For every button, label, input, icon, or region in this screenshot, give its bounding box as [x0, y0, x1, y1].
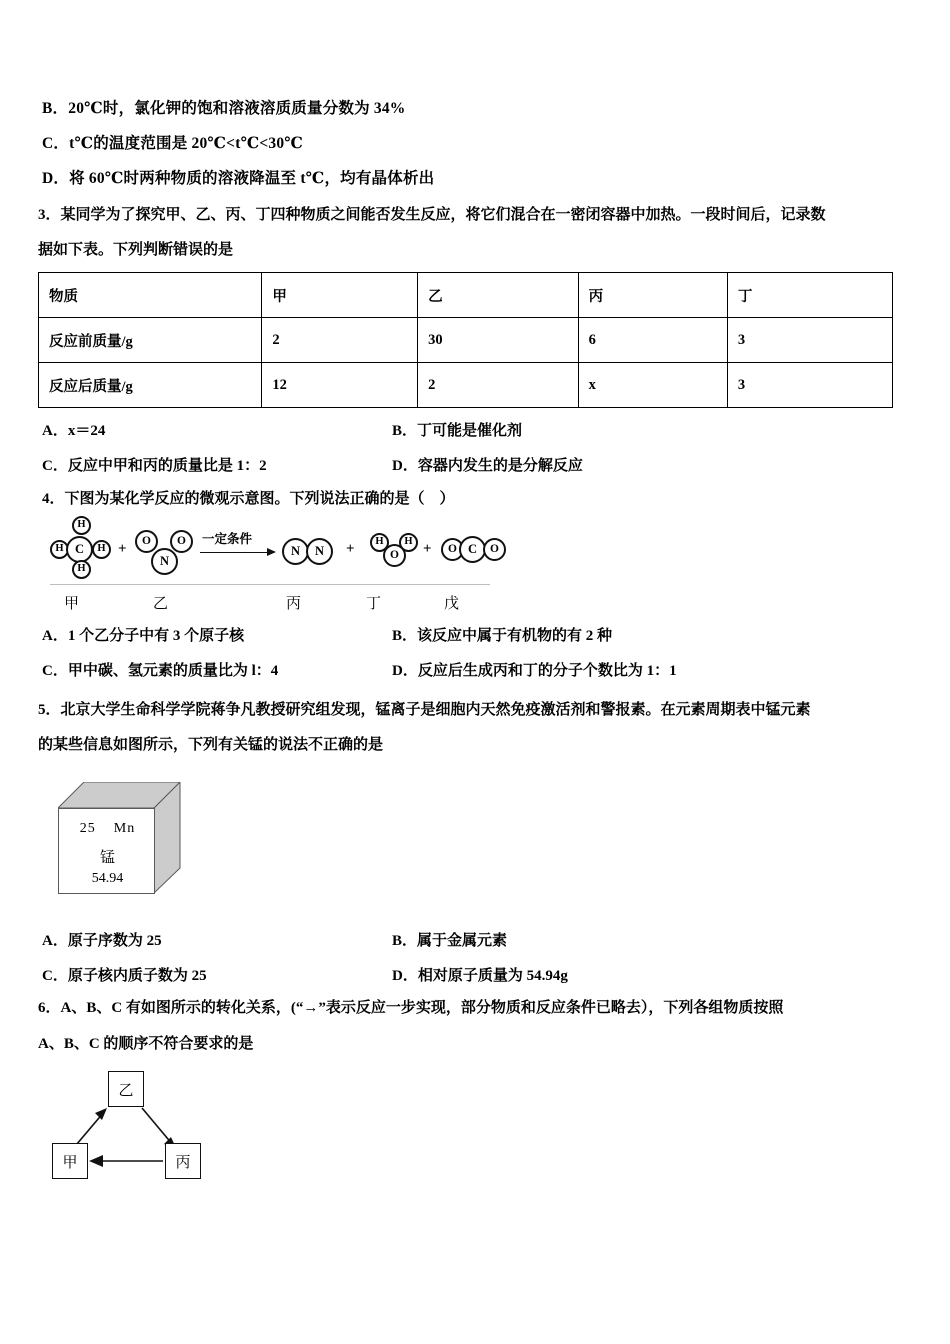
relative-atomic-mass: 54.94: [91, 871, 124, 886]
atom-hydrogen: H: [370, 533, 389, 552]
atom-nitrogen: N: [282, 538, 309, 565]
q4-option-a: A．1 个乙分子中有 3 个原子核: [42, 628, 245, 644]
plus-sign: +: [423, 541, 432, 557]
element-chinese-name: 锰: [99, 850, 115, 866]
q3-option-c: C．反应中甲和丙的质量比是 1：2: [42, 458, 267, 474]
table-cell: 2: [262, 318, 418, 363]
table-header-cell: 丁: [727, 273, 892, 318]
table-cell: 30: [418, 318, 578, 363]
q5-stem-line-2: 的某些信息如图所示，下列有关锰的说法不正确的是: [38, 737, 384, 753]
q4-option-d: D．反应后生成丙和丁的分子个数比为 1：1: [392, 663, 677, 679]
molecule-label-wu: 戊: [444, 596, 460, 612]
q2-option-b: B．20℃时，氯化钾的饱和溶液溶质质量分数为 34%: [42, 100, 406, 117]
atom-oxygen: O: [383, 544, 406, 567]
molecule-label-yi: 乙: [153, 596, 169, 612]
node-yi: 乙: [108, 1071, 144, 1107]
atom-nitrogen: N: [306, 538, 333, 565]
table-header-row: [39, 273, 893, 318]
diagram-divider: [50, 584, 490, 585]
q5-option-b: B．属于金属元素: [392, 933, 508, 949]
table-cell: 2: [418, 363, 578, 408]
atom-hydrogen: H: [72, 560, 91, 579]
q3-stem-line-1: 3．某同学为了探究甲、乙、丙、丁四种物质之间能否发生反应，将它们混合在一密闭容器中加热。一段时间后，记录数: [38, 207, 826, 223]
atom-nitrogen: N: [151, 548, 178, 575]
plus-sign: +: [346, 541, 355, 557]
row-label: 反应后质量/g: [39, 363, 262, 408]
atom-hydrogen: H: [92, 540, 111, 559]
table-cell: x: [578, 363, 727, 408]
q3-stem-line-2: 据如下表。下列判断错误的是: [38, 242, 234, 258]
table-header-cell: 丙: [578, 273, 727, 318]
q3-option-d: D．容器内发生的是分解反应: [392, 458, 583, 474]
node-bing: 丙: [165, 1143, 201, 1179]
q4-option-c: C．甲中碳、氢元素的质量比为 l：4: [42, 663, 279, 679]
table-cell: 3: [727, 363, 892, 408]
element-number-and-symbol: [59, 821, 156, 837]
q3-option-a: A．x＝24: [42, 423, 106, 439]
molecule-label-jia: 甲: [64, 596, 80, 612]
reaction-arrow-shaft: [200, 552, 268, 553]
atom-oxygen: O: [135, 530, 158, 553]
cube-front-face: [58, 808, 155, 894]
q5-stem-line-1: 5．北京大学生命科学学院蒋争凡教授研究组发现，锰离子是细胞内天然免疫激活剂和警报素。在元素周期表中锰元素: [38, 702, 811, 718]
table-header-cell: 物质: [39, 273, 262, 318]
node-jia: 甲: [52, 1143, 88, 1179]
atom-oxygen: O: [483, 538, 506, 561]
q6-conversion-diagram: [45, 1063, 245, 1193]
table-header-cell: 甲: [262, 273, 418, 318]
q6-stem-line-1: 6．A、B、C 有如图所示的转化关系，(“→”表示反应一步实现，部分物质和反应条件已略去），下列各组物质按照: [38, 1000, 784, 1016]
atom-carbon: C: [459, 536, 486, 563]
q5-element-cube: [58, 782, 183, 897]
q3-option-b: B．丁可能是催化剂: [392, 423, 523, 439]
q5-option-c: C．原子核内质子数为 25: [42, 968, 207, 984]
table-cell: 3: [727, 318, 892, 363]
table-cell: 12: [262, 363, 418, 408]
q4-stem: 4．下图为某化学反应的微观示意图。下列说法正确的是（ ）: [42, 491, 455, 507]
molecule-label-bing: 丙: [286, 596, 302, 612]
q2-option-d: D．将 60℃时两种物质的溶液降温至 t℃，均有晶体析出: [42, 170, 435, 187]
q4-reaction-diagram: [50, 516, 500, 616]
table-cell: 6: [578, 318, 727, 363]
atom-oxygen: O: [170, 530, 193, 553]
reaction-condition-label: 一定条件: [202, 532, 253, 546]
q2-option-c: C．t℃的温度范围是 20℃<t℃<30℃: [42, 135, 304, 152]
cube-top-face: [58, 782, 181, 809]
atom-hydrogen: H: [399, 533, 418, 552]
molecule-label-ding: 丁: [366, 596, 382, 612]
table-header-cell: 乙: [418, 273, 578, 318]
atom-oxygen: O: [441, 538, 464, 561]
element-symbol: Mn: [113, 821, 136, 836]
plus-sign: +: [118, 541, 127, 557]
atom-carbon: C: [66, 536, 93, 563]
q5-option-a: A．原子序数为 25: [42, 933, 162, 949]
atom-hydrogen: H: [72, 516, 91, 535]
q6-stem-line-2: A、B、C 的顺序不符合要求的是: [38, 1036, 254, 1052]
atomic-number: 25: [79, 821, 96, 836]
table-row: [39, 363, 893, 408]
reaction-arrow-head: [267, 548, 276, 556]
atom-hydrogen: H: [50, 540, 69, 559]
q5-option-d: D．相对原子质量为 54.94g: [392, 968, 568, 984]
q3-data-table: [38, 272, 893, 408]
table-row: [39, 318, 893, 363]
q4-option-b: B．该反应中属于有机物的有 2 种: [392, 628, 613, 644]
row-label: 反应前质量/g: [39, 318, 262, 363]
